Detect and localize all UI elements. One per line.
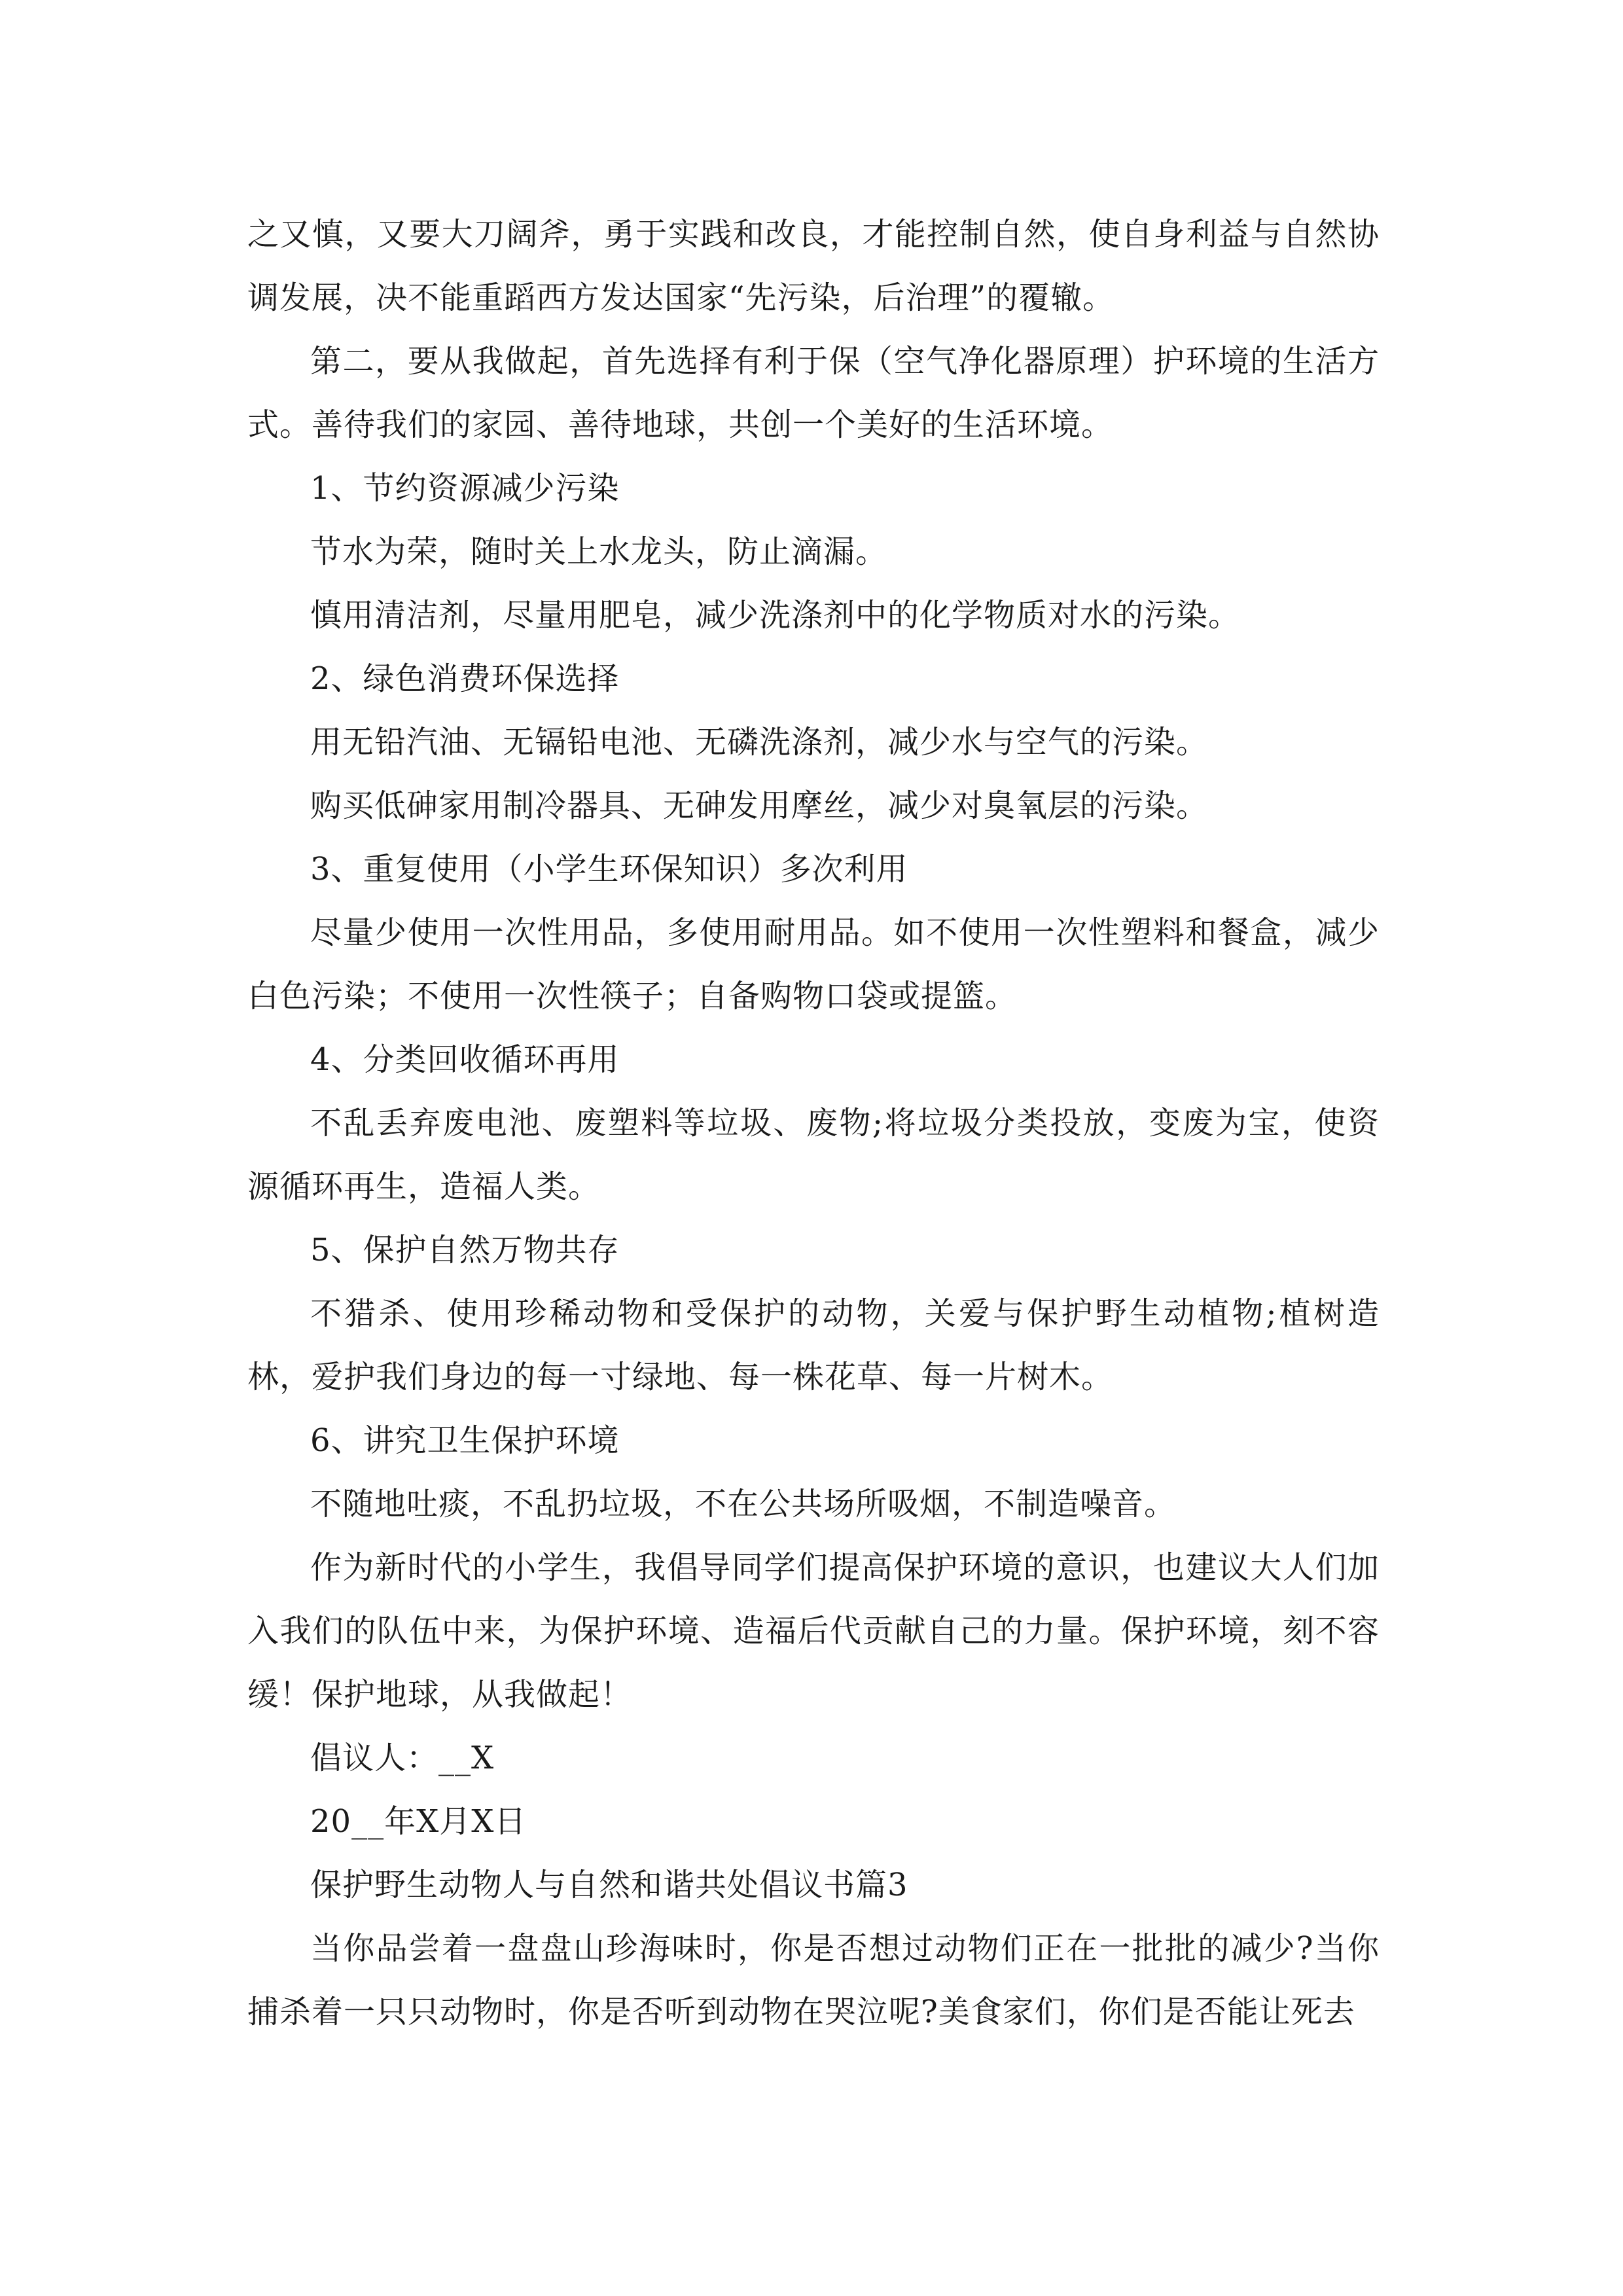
paragraph-8: 不乱丢弃废电池、废塑料等垃圾、废物;将垃圾分类投放，变废为宝，使资源循环再生，造福人类。 <box>247 1105 1380 1205</box>
section-heading-6: 6、讲究卫生保护环境 <box>310 1422 620 1459</box>
section-heading-4: 4、分类回收循环再用 <box>310 1041 620 1078</box>
paragraph-7: 尽量少使用一次性用品，多使用耐用品。如不使用一次性塑料和餐盒，减少白色污染；不使用一次性筷子；自备购物口袋或提篮。 <box>247 914 1380 1014</box>
document-body <box>247 203 1380 2044</box>
paragraph-3: 节水为荣，随时关上水龙头，防止滴漏。 <box>310 533 888 570</box>
section-heading-5: 5、保护自然万物共存 <box>310 1232 620 1268</box>
section-heading-1: 1、节约资源减少污染 <box>310 470 620 507</box>
paragraph-11: 作为新时代的小学生，我倡导同学们提高保护环境的意识，也建议大人们加入我们的队伍中来，为保护环境、造福后代贡献自己的力量。保护环境，刻不容缓！保护地球，从我做起！ <box>247 1549 1380 1713</box>
section-heading-2: 2、绿色消费环保选择 <box>310 660 620 697</box>
paragraph-10: 不随地吐痰，不乱扔垃圾，不在公共场所吸烟，不制造噪音。 <box>310 1486 1177 1522</box>
date-line: 20__年X月X日 <box>310 1803 527 1840</box>
paragraph-2: 第二，要从我做起，首先选择有利于保（空气净化器原理）护环境的生活方式。善待我们的家园、善待地球，共创一个美好的生活环境。 <box>247 343 1380 443</box>
paragraph-1: 之又慎，又要大刀阔斧，勇于实践和改良，才能控制自然，使自身利益与自然协调发展，决不能重蹈西方发达国家“先污染，后治理”的覆辙。 <box>247 216 1380 316</box>
article-title: 保护野生动物人与自然和谐共处倡议书篇3 <box>310 1867 908 1903</box>
paragraph-5: 用无铅汽油、无镉铅电池、无磷洗涤剂，减少水与空气的污染。 <box>310 724 1209 761</box>
section-heading-3: 3、重复使用（小学生环保知识）多次利用 <box>310 851 908 888</box>
paragraph-4: 慎用清洁剂，尽量用肥皂，减少洗涤剂中的化学物质对水的污染。 <box>310 597 1241 634</box>
paragraph-12: 当你品尝着一盘盘山珍海味时，你是否想过动物们正在一批批的减少?当你捕杀着一只只动物时，你是否听到动物在哭泣呢?美食家们，你们是否能让死去 <box>247 1930 1380 2030</box>
paragraph-9: 不猎杀、使用珍稀动物和受保护的动物，关爱与保护野生动植物;植树造林，爱护我们身边的每一寸绿地、每一株花草、每一片树木。 <box>247 1295 1380 1395</box>
signature-line: 倡议人：__X <box>310 1740 495 1776</box>
paragraph-6: 购买低砷家用制冷器具、无砷发用摩丝，减少对臭氧层的污染。 <box>310 787 1209 824</box>
